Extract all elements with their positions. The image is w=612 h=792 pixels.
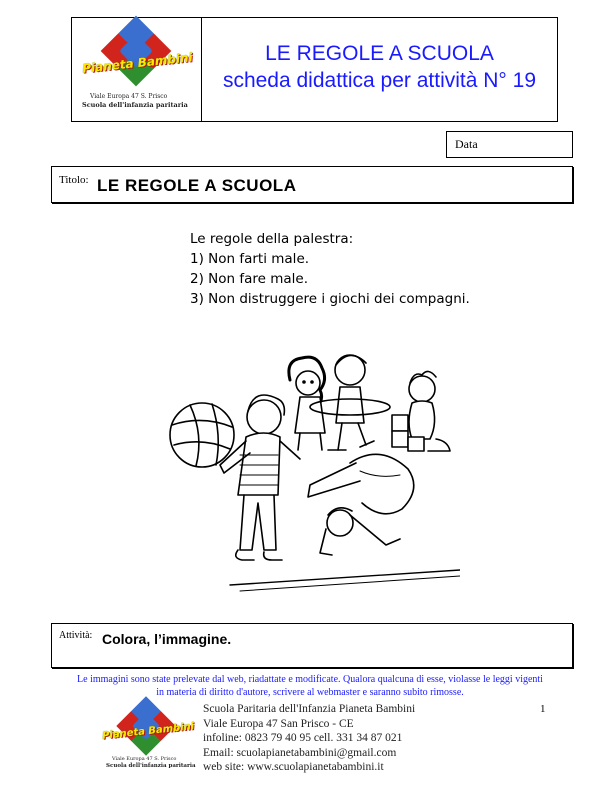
footer-website[interactable]: web site: www.scuolapianetabambini.it (203, 761, 384, 773)
title-box (51, 166, 573, 203)
page-title: LE REGOLE A SCUOLA (265, 42, 494, 65)
logo-name: Pianeta Bambini (101, 721, 195, 742)
rule-item: 1) Non farti male. (190, 251, 310, 267)
logo-address: Viale Europa 47 S. Prisco (90, 93, 168, 100)
footer-address: Viale Europa 47 San Prisco - CE (203, 717, 354, 730)
footer-logo (100, 700, 200, 775)
activity-value: Colora, l’immagine. (102, 631, 232, 647)
tumbling-child-drawing (308, 454, 414, 555)
floor-line-2 (240, 576, 460, 591)
rule-item: 2) Non fare male. (190, 271, 308, 287)
logo-subtitle: Scuola dell'infanzia paritaria (82, 101, 188, 109)
logo-address: Viale Europa 47 S. Prisco (112, 756, 177, 762)
date-label: Data (455, 137, 478, 151)
date-field[interactable] (446, 131, 573, 158)
page-number: 1 (540, 703, 546, 715)
logo-name: Pianeta Bambini (81, 50, 194, 76)
footer-school-name: Scuola Paritaria dell'Infanzia Pianeta Bambini (203, 703, 416, 715)
page-subtitle: scheda didattica per attività N° 19 (222, 69, 537, 92)
title-value: LE REGOLE A SCUOLA (97, 176, 297, 195)
rules-heading: Le regole della palestra: (190, 231, 354, 247)
disclaimer-line: in materia di diritto d'autore, scrivere al webmaster e saranno subito rimosse. (156, 687, 464, 698)
header-box (71, 17, 558, 122)
disclaimer-line: Le immagini sono state prelevate dal web, riadattate e modificate. Qualora qualcuna di esse, violasse le leggi vigenti (77, 674, 543, 685)
logo-subtitle: Scuola dell'infanzia paritaria (106, 763, 196, 769)
rules-list (190, 229, 470, 309)
boy-striped-sweater-drawing (220, 395, 300, 560)
toddler-with-blocks-drawing (392, 371, 450, 451)
activity-box (51, 623, 573, 668)
floor-line (230, 570, 460, 585)
title-label: Titolo: (59, 174, 89, 186)
copyright-disclaimer (30, 673, 590, 699)
footer-phone: infoline: 0823 79 40 95 cell. 331 34 87 021 (203, 732, 403, 744)
header-logo (72, 18, 202, 121)
footer-contact-info (203, 702, 415, 775)
footer-email[interactable]: Email: scuolapianetabambini@gmail.com (203, 746, 397, 759)
girl-drawing (289, 357, 325, 450)
activity-label: Attività: (59, 630, 93, 641)
header-title-cell (202, 18, 557, 121)
ball-drawing (170, 403, 234, 467)
rule-item: 3) Non distruggere i giochi dei compagni. (190, 291, 470, 307)
gym-children-illustration (160, 345, 460, 600)
